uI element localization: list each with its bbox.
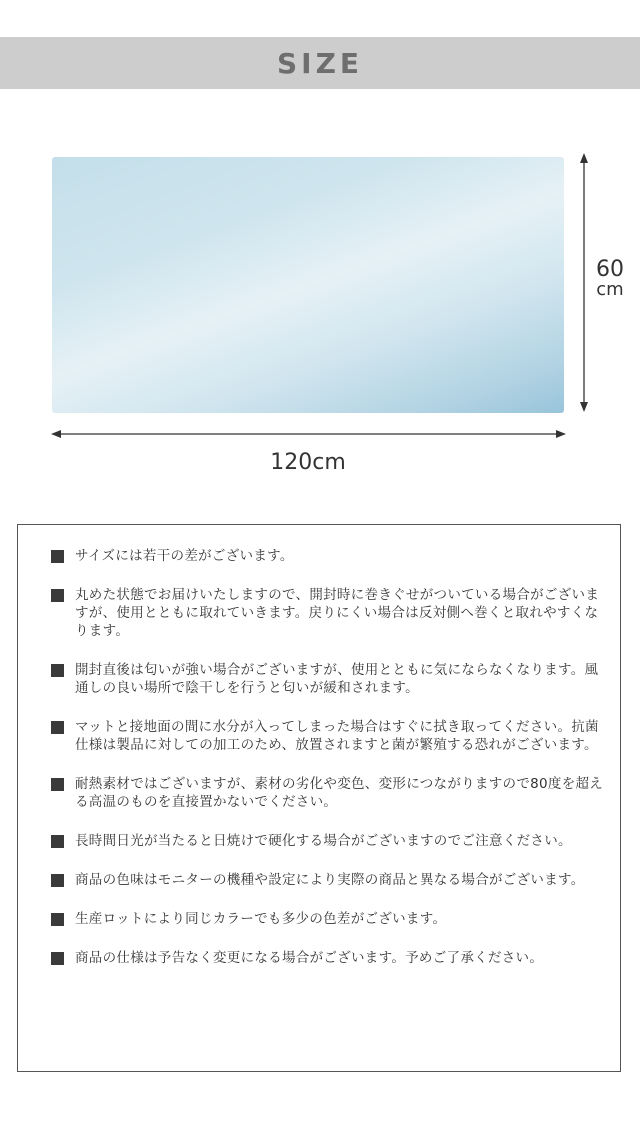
note-text: 丸めた状態でお届けいたしますので、開封時に巻きぐせがついている場合がございますが、使用とともに取れていきます。戻りにくい場合は反対側へ巻くと取れやすくなります。 <box>75 587 600 639</box>
note-text: 耐熱素材ではございますが、素材の劣化や変色、変形につながりますので80度を超える高温のものを直接置かないでください。 <box>75 776 604 810</box>
list-item <box>51 871 611 889</box>
square-bullet-icon <box>51 721 64 734</box>
width-arrow-icon <box>51 430 566 438</box>
notes-box <box>17 524 621 1072</box>
height-dimension-label <box>588 258 632 300</box>
square-bullet-icon <box>51 778 64 791</box>
note-text: 商品の仕様は予告なく変更になる場合がございます。予めご了承ください。 <box>75 950 544 966</box>
notes-list <box>51 547 611 988</box>
list-item <box>51 718 611 754</box>
square-bullet-icon <box>51 589 64 602</box>
list-item <box>51 910 611 928</box>
list-item <box>51 832 611 850</box>
list-item <box>51 949 611 967</box>
note-text: 長時間日光が当たると日焼けで硬化する場合がございますのでご注意ください。 <box>75 833 572 849</box>
square-bullet-icon <box>51 664 64 677</box>
list-item <box>51 547 611 565</box>
list-item <box>51 775 611 811</box>
square-bullet-icon <box>51 913 64 926</box>
list-item <box>51 661 611 697</box>
note-text: マットと接地面の間に水分が入ってしまった場合はすぐに拭き取ってください。抗菌仕様は製品に対しての加工のため、放置されますと菌が繁殖する恐れがございます。 <box>75 719 599 753</box>
height-arrow-icon <box>580 153 588 412</box>
height-unit: cm <box>596 279 624 301</box>
width-dimension-label: 120cm <box>270 450 346 475</box>
note-text: 開封直後は匂いが強い場合がございますが、使用とともに気にならなくなります。風通しの良い場所で陰干しを行うと匂いが緩和されます。 <box>75 662 599 696</box>
note-text: 商品の色味はモニターの機種や設定により実際の商品と異なる場合がございます。 <box>75 872 585 888</box>
square-bullet-icon <box>51 874 64 887</box>
list-item <box>51 586 611 640</box>
height-value: 60 <box>596 257 624 282</box>
page-title: SIZE <box>276 46 363 80</box>
square-bullet-icon <box>51 835 64 848</box>
square-bullet-icon <box>51 550 64 563</box>
square-bullet-icon <box>51 952 64 965</box>
note-text: サイズには若干の差がございます。 <box>75 548 294 564</box>
note-text: 生産ロットにより同じカラーでも多少の色差がございます。 <box>75 911 447 927</box>
